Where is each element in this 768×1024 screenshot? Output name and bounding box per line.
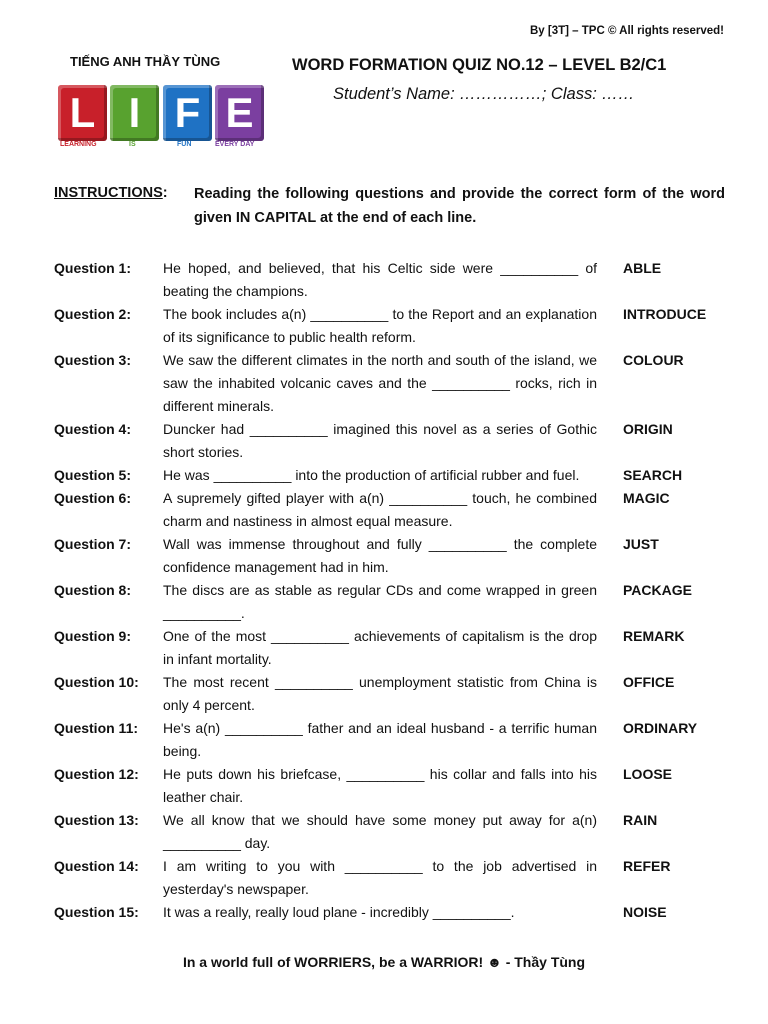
question-label: Question 8:: [54, 582, 132, 598]
question-text: He's a(n) __________ father and an ideal husband - a terrific human being.: [163, 720, 597, 759]
question-label: Question 6:: [54, 490, 132, 506]
question-word: JUST: [623, 536, 659, 552]
question-row: [54, 901, 726, 924]
question-word: LOOSE: [623, 766, 673, 782]
instructions-label-text: INSTRUCTIONS: [54, 185, 163, 201]
question-word: MAGIC: [623, 490, 670, 506]
instructions-text: Reading the following questions and provide the correct form of the word given IN CAPITAL at the end of each line.: [194, 186, 725, 226]
question-text: The most recent __________ unemployment statistic from China is only 4 percent.: [163, 674, 597, 713]
question-word: REMARK: [623, 628, 685, 644]
logo-caption-every-day: EVERY DAY: [215, 141, 255, 148]
question-label: Question 4:: [54, 421, 132, 437]
instructions-label: [54, 185, 168, 201]
question-row: [54, 855, 726, 901]
question-text: He hoped, and believed, that his Celtic side were __________ of beating the champions.: [163, 260, 597, 299]
question-word: ORIGIN: [623, 421, 673, 437]
question-row: [54, 257, 726, 303]
question-text: Duncker had __________ imagined this novel as a series of Gothic short stories.: [163, 421, 597, 460]
question-row: [54, 464, 726, 487]
question-text: One of the most __________ achievements of capitalism is the drop in infant mortality.: [163, 628, 597, 667]
logo-caption-learning: LEARNING: [60, 141, 97, 148]
question-text: He puts down his briefcase, __________ his collar and falls into his leather chair.: [163, 766, 597, 805]
logo-caption-fun: FUN: [177, 141, 192, 148]
question-word: COLOUR: [623, 352, 684, 368]
question-label: Question 11:: [54, 720, 139, 736]
student-name-class-line: Student’s Name: ……………; Class: ……: [333, 85, 635, 103]
logo-letter-f: F: [163, 85, 212, 141]
question-label: Question 7:: [54, 536, 132, 552]
question-word: INTRODUCE: [623, 306, 707, 322]
question-label: Question 5:: [54, 467, 132, 483]
question-word: REFER: [623, 858, 671, 874]
instructions-colon: :: [162, 185, 168, 201]
question-row: [54, 349, 726, 418]
question-text: He was __________ into the production of artificial rubber and fuel.: [163, 467, 580, 483]
question-label: Question 14:: [54, 858, 139, 874]
question-label: Question 12:: [54, 766, 139, 782]
question-word: OFFICE: [623, 674, 675, 690]
question-row: [54, 809, 726, 855]
logo-caption-is: IS: [129, 141, 136, 148]
question-text: The discs are as stable as regular CDs and come wrapped in green __________.: [163, 582, 597, 621]
question-word: PACKAGE: [623, 582, 692, 598]
question-label: Question 3:: [54, 352, 132, 368]
logo-letter-i: I: [110, 85, 159, 141]
brand-name: TIẾNG ANH THẦY TÙNG: [70, 54, 221, 69]
question-row: [54, 487, 726, 533]
question-row: [54, 533, 726, 579]
question-row: [54, 671, 726, 717]
question-text: A supremely gifted player with a(n) __________ touch, he combined charm and nastiness in almost equal measure.: [163, 490, 597, 529]
question-label: Question 15:: [54, 904, 139, 920]
logo-letter-e: E: [215, 85, 264, 141]
question-label: Question 2:: [54, 306, 132, 322]
question-word: NOISE: [623, 904, 667, 920]
question-word: ABLE: [623, 260, 662, 276]
question-text: The book includes a(n) __________ to the Report and an explanation of its significance to public health reform.: [163, 306, 597, 345]
quiz-title: WORD FORMATION QUIZ NO.12 – LEVEL B2/C1: [292, 56, 667, 74]
question-list: [54, 257, 726, 924]
question-text: We saw the different climates in the north and south of the island, we saw the inhabited volcanic caves and the __________ rocks, rich in different minerals.: [163, 352, 597, 414]
question-row: [54, 625, 726, 671]
question-word: RAIN: [623, 812, 658, 828]
question-row: [54, 579, 726, 625]
question-label: Question 13:: [54, 812, 139, 828]
question-word: SEARCH: [623, 467, 683, 483]
life-logo: [58, 85, 264, 153]
question-text: We all know that we should have some money put away for a(n) __________ day.: [163, 812, 597, 851]
question-row: [54, 763, 726, 809]
question-row: [54, 303, 726, 349]
question-word: ORDINARY: [623, 720, 698, 736]
question-text: Wall was immense throughout and fully __________ the complete confidence management had in him.: [163, 536, 597, 575]
question-row: [54, 418, 726, 464]
question-label: Question 9:: [54, 628, 132, 644]
question-text: It was a really, really loud plane - incredibly __________.: [163, 904, 515, 920]
question-row: [54, 717, 726, 763]
question-label: Question 1:: [54, 260, 132, 276]
copyright-notice: By [3T] – TPC © All rights reserved!: [529, 25, 724, 37]
question-text: I am writing to you with __________ to the job advertised in yesterday's newspaper.: [163, 858, 597, 897]
question-label: Question 10:: [54, 674, 139, 690]
logo-letter-l: L: [58, 85, 107, 141]
footer-motto: In a world full of WORRIERS, be a WARRIOR! ☻ - Thầy Tùng: [182, 954, 586, 970]
